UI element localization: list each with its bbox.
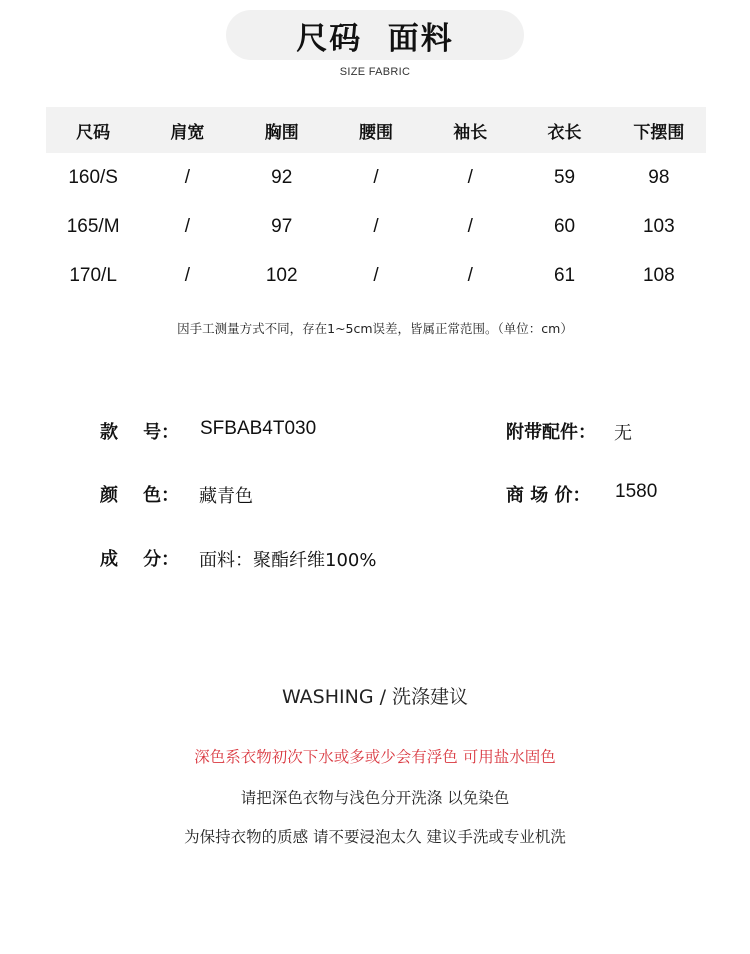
table-cell: 97 bbox=[271, 215, 293, 237]
table-cell: 165/M bbox=[66, 215, 120, 237]
table-cell: 61 bbox=[553, 264, 576, 286]
table-cell: 170/L bbox=[69, 264, 117, 286]
color-value: 藏青色 bbox=[199, 486, 253, 507]
header-length: 衣长 bbox=[517, 107, 611, 153]
table-cell: / bbox=[184, 264, 191, 286]
table-cell: / bbox=[184, 166, 191, 188]
table-cell: / bbox=[373, 166, 379, 188]
page-title: 尺码 面料 bbox=[296, 20, 454, 57]
title-banner bbox=[226, 10, 524, 60]
header-hem: 下摆围 bbox=[612, 107, 706, 153]
table-row bbox=[46, 251, 706, 300]
table-cell: / bbox=[373, 215, 379, 237]
table-cell: / bbox=[467, 166, 473, 188]
page-subtitle: SIZE FABRIC bbox=[339, 66, 411, 78]
table-cell: 60 bbox=[553, 215, 576, 237]
style-number-value: SFBAB4T030 bbox=[200, 418, 317, 439]
table-cell: / bbox=[467, 264, 473, 286]
washing-title: WASHING / 洗涤建议 bbox=[281, 686, 469, 708]
header-waist: 腰围 bbox=[329, 107, 423, 153]
composition-label: 成 分： bbox=[100, 549, 180, 570]
table-cell: 160/S bbox=[68, 166, 118, 188]
price-label: 商 场 价： bbox=[506, 485, 591, 506]
size-table-header-row bbox=[46, 107, 706, 153]
table-cell: 98 bbox=[648, 166, 670, 188]
composition-value: 面料：聚酯纤维100% bbox=[199, 550, 377, 571]
table-row bbox=[46, 153, 706, 202]
size-table bbox=[46, 107, 706, 300]
table-cell: / bbox=[373, 264, 379, 286]
header-shoulder: 肩宽 bbox=[140, 107, 234, 153]
color-label: 颜 色： bbox=[100, 485, 180, 506]
table-row bbox=[46, 202, 706, 251]
table-cell: 102 bbox=[265, 264, 298, 286]
table-cell: 108 bbox=[642, 264, 675, 286]
header-sleeve: 袖长 bbox=[423, 107, 517, 153]
table-cell: 59 bbox=[553, 166, 576, 188]
price-value: 1580 bbox=[615, 481, 658, 502]
washing-warning: 深色系衣物初次下水或多或少会有浮色 可用盐水固色 bbox=[194, 748, 556, 766]
table-cell: 103 bbox=[642, 215, 675, 237]
header-chest: 胸围 bbox=[235, 107, 329, 153]
measurement-note: 因手工测量方式不同，存在1~5cm误差，皆属正常范围。（单位：cm） bbox=[177, 321, 573, 336]
header-size: 尺码 bbox=[46, 107, 140, 153]
style-number-label: 款 号： bbox=[100, 422, 180, 443]
accessory-value: 无 bbox=[614, 423, 632, 444]
accessory-label: 附带配件： bbox=[506, 422, 596, 443]
washing-instruction: 请把深色衣物与浅色分开洗涤 以免染色 bbox=[240, 789, 510, 807]
washing-instruction: 为保持衣物的质感 请不要浸泡太久 建议手洗或专业机洗 bbox=[184, 828, 566, 846]
table-cell: 92 bbox=[271, 166, 293, 188]
table-cell: / bbox=[184, 215, 191, 237]
table-cell: / bbox=[467, 215, 473, 237]
